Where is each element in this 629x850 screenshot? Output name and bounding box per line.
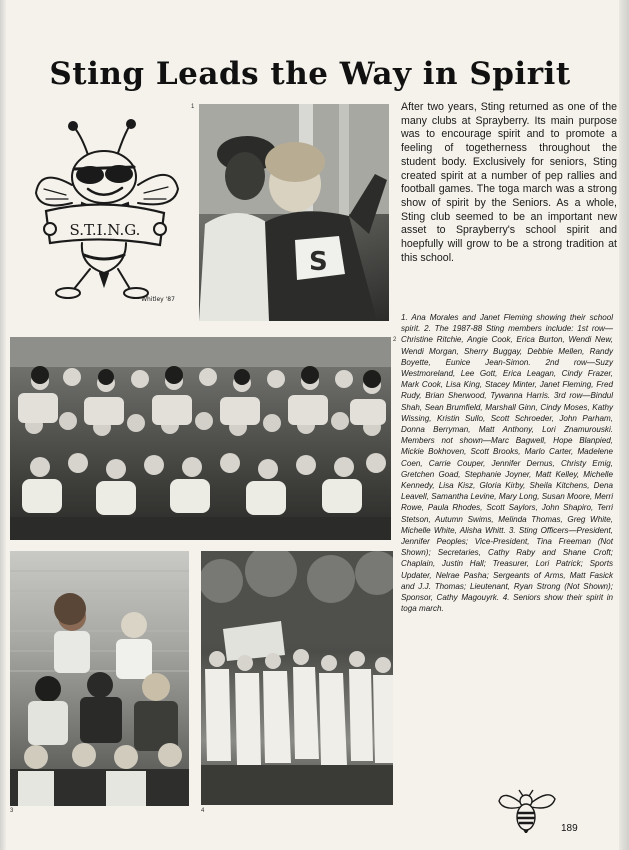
page-right-edge — [619, 0, 629, 850]
photo-toga-march — [201, 551, 393, 805]
page-title: Sting Leads the Way in Spirit — [49, 56, 571, 92]
photo-number-4: 4 — [201, 808, 205, 814]
photo-number-1: 1 — [191, 104, 195, 110]
svg-text:S: S — [309, 247, 328, 277]
photo-group-shapes — [10, 337, 391, 540]
photo-toga-march-shapes — [201, 551, 393, 805]
article-body: After two years, Sting returned as one of the many clubs at Sprayberry. Its main purpose was to encourage spirit and to promote a feeling of togetherness throughout the student body. Exclusively for seniors, Sting created spirit at a number of pep rallies and football games. The toga march was a strong show of spirit by the Seniors. As a whole, Sting club seemed to be an important new asset to Sprayberry's school spirit and hoepfully will grow to be a strong tradition at this school. — [401, 101, 617, 264]
page-number: 189 — [561, 823, 578, 834]
photo-number-3: 3 — [10, 808, 14, 814]
photo-two-students — [199, 104, 389, 321]
bee-icon — [497, 787, 557, 833]
photo-captions: 1. Ana Morales and Janet Fleming showing their school spirit. 2. The 1987-88 Sting members include: 1st row—Christine Ritchie, Angie Cook, Erica Burton, Wendi New, Wendi Morgan, Sherry Buggay, Debbie Mellen, Randy Boyette, Eunice Jean-Simon. 2nd row—Suzy Westmoreland, Lee Gott, Erica Leagan, Cindy Frazer, Mark Cook, Lisa King, Stacey Minter, Janet Fleming, Fred Rudy, Brian Sherwood, Tywanna Harris. 3rd row—Bindul Shah, Sean Brumfield, Marshall Ginn, Cindy Moses, Kathy Wissing, Kristin Sullo, Scott Schroeder, John Parham, Donna Berryman, Matt Anthony, Lori Znamurouski. Members not shown—Marc Bagwell, Hope Blanpied, Mickie Bokhoven, Scott Brooks, Marlo Carter, Madelene Coen, Carrie Couper, Jennifer Dernus, Christy Emig, Gretchen Goad, Stephanie Joyner, Matt Kelley, Michelle Kennedy, Lisa Kisz, Gloria Kirby, Sheila Kitchens, Dena Leavell, Samantha Levine, Mary Long, Susan Moore, Merri Rowe, Paula Rhodes, Scott Saylors, John Shapiro, Terri Stetson, Autumn Swims, Melinda Thomas, Greg White, Michelle White, Alisha Whitt. 3. Sting Officers—President, Jennifer Peoples; Vice-President, Tina Freeman (Not Shown); Secretaries, Cathy Raby and Shane Croft; Chaplain, Justin Hall; Treasurer, Lori Patrick; Sports Updater, Nelrae Pasha; Sergeants of Arms, Matt Fasick and J.J. Thomas; Lieutenant, Ryan Strong (Not Shown); Sponsor, Cathy Magouyrk. 4. Seniors show their spirit in toga march. — [401, 313, 613, 614]
photo-number-2: 2 — [393, 337, 397, 343]
photo-sting-officers — [10, 551, 189, 806]
page-left-edge — [0, 0, 6, 850]
bee-mascot-illustration — [26, 115, 186, 315]
mascot-sign-text: S.T.I.N.G. — [69, 221, 141, 239]
photo-officers-shapes — [10, 551, 189, 806]
photo-two-students-shapes — [199, 104, 389, 321]
mascot-signature: Whitley '87 — [141, 296, 175, 303]
photo-sting-members-group — [10, 337, 391, 540]
